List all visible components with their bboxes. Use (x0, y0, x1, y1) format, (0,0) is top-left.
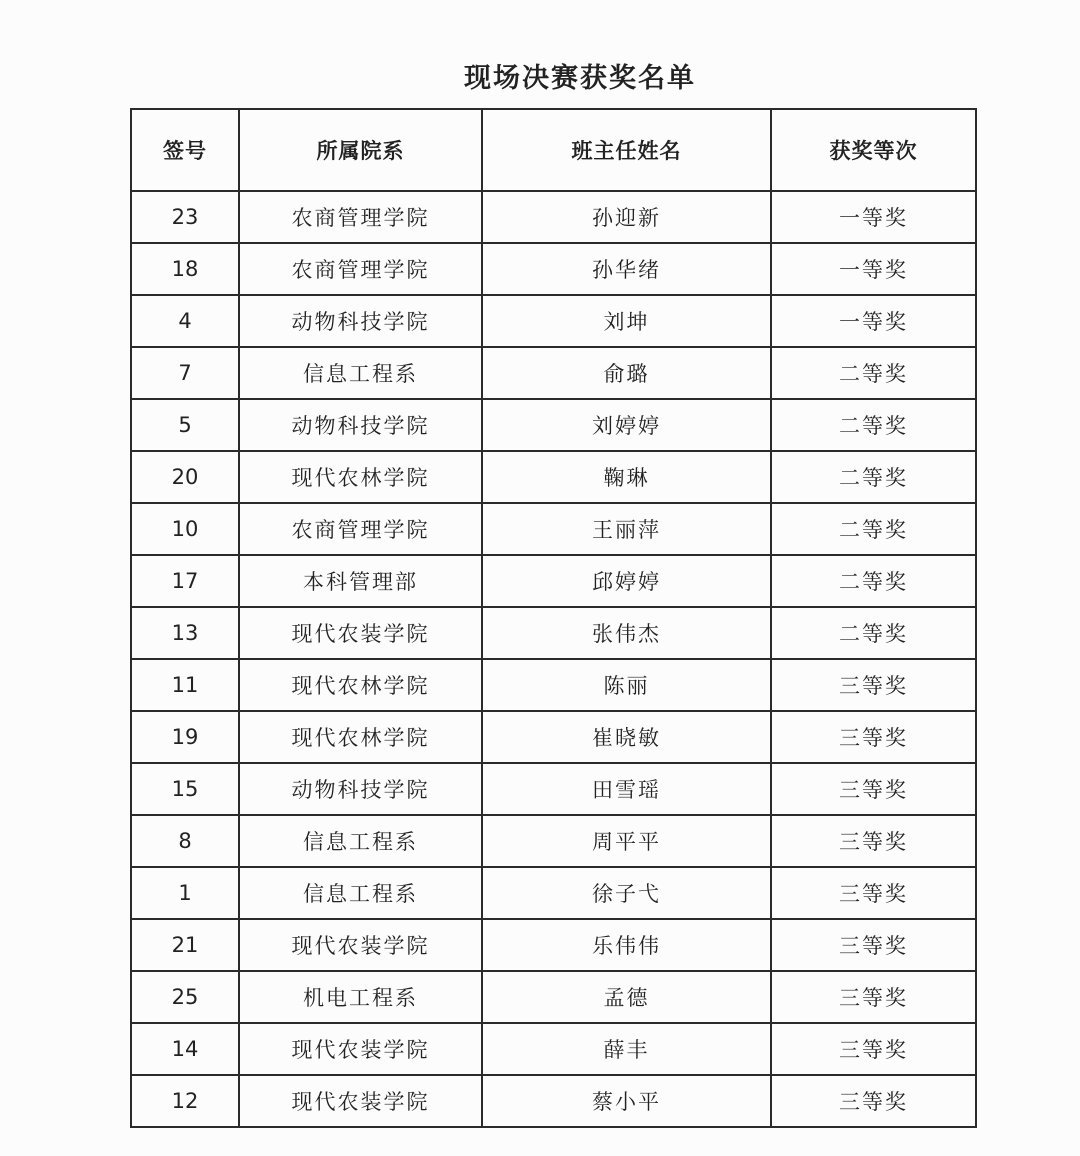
cell-department: 信息工程系 (239, 347, 482, 399)
cell-award-level: 二等奖 (771, 451, 976, 503)
header-award-level: 获奖等次 (771, 109, 976, 191)
cell-department: 机电工程系 (239, 971, 482, 1023)
cell-department: 现代农装学院 (239, 919, 482, 971)
table-row (131, 711, 976, 763)
cell-award-level: 三等奖 (771, 659, 976, 711)
cell-award-level: 一等奖 (771, 243, 976, 295)
cell-sign-number: 7 (131, 347, 239, 399)
cell-sign-number: 11 (131, 659, 239, 711)
cell-teacher-name: 薛丰 (482, 1023, 771, 1075)
cell-department: 现代农林学院 (239, 659, 482, 711)
cell-award-level: 三等奖 (771, 1075, 976, 1127)
table-row (131, 971, 976, 1023)
cell-teacher-name: 张伟杰 (482, 607, 771, 659)
cell-teacher-name: 邱婷婷 (482, 555, 771, 607)
cell-award-level: 三等奖 (771, 815, 976, 867)
cell-teacher-name: 孙华绪 (482, 243, 771, 295)
cell-award-level: 二等奖 (771, 555, 976, 607)
table-row (131, 1023, 976, 1075)
cell-teacher-name: 陈丽 (482, 659, 771, 711)
cell-sign-number: 15 (131, 763, 239, 815)
cell-award-level: 一等奖 (771, 191, 976, 243)
table-row (131, 867, 976, 919)
cell-award-level: 一等奖 (771, 295, 976, 347)
table-row (131, 555, 976, 607)
cell-sign-number: 12 (131, 1075, 239, 1127)
table-row (131, 399, 976, 451)
cell-teacher-name: 崔晓敏 (482, 711, 771, 763)
header-sign-number: 签号 (131, 109, 239, 191)
cell-department: 现代农装学院 (239, 1023, 482, 1075)
cell-department: 现代农林学院 (239, 711, 482, 763)
cell-sign-number: 5 (131, 399, 239, 451)
cell-award-level: 二等奖 (771, 399, 976, 451)
cell-award-level: 三等奖 (771, 867, 976, 919)
table-row (131, 763, 976, 815)
cell-award-level: 二等奖 (771, 347, 976, 399)
table-row (131, 451, 976, 503)
header-teacher-name: 班主任姓名 (482, 109, 771, 191)
header-department: 所属院系 (239, 109, 482, 191)
cell-sign-number: 17 (131, 555, 239, 607)
table-row (131, 503, 976, 555)
cell-department: 信息工程系 (239, 815, 482, 867)
cell-department: 信息工程系 (239, 867, 482, 919)
cell-teacher-name: 孟德 (482, 971, 771, 1023)
cell-teacher-name: 徐子弋 (482, 867, 771, 919)
table-row (131, 815, 976, 867)
cell-teacher-name: 王丽萍 (482, 503, 771, 555)
cell-teacher-name: 俞璐 (482, 347, 771, 399)
table-row (131, 295, 976, 347)
cell-department: 现代农林学院 (239, 451, 482, 503)
cell-sign-number: 21 (131, 919, 239, 971)
cell-department: 本科管理部 (239, 555, 482, 607)
cell-sign-number: 25 (131, 971, 239, 1023)
table-row (131, 659, 976, 711)
cell-award-level: 二等奖 (771, 503, 976, 555)
cell-teacher-name: 鞠琳 (482, 451, 771, 503)
cell-department: 动物科技学院 (239, 295, 482, 347)
table-body (131, 191, 976, 1127)
cell-teacher-name: 周平平 (482, 815, 771, 867)
table-header-row (131, 109, 976, 191)
table-row (131, 1075, 976, 1127)
cell-teacher-name: 孙迎新 (482, 191, 771, 243)
cell-teacher-name: 刘婷婷 (482, 399, 771, 451)
cell-sign-number: 8 (131, 815, 239, 867)
table-row (131, 347, 976, 399)
cell-department: 农商管理学院 (239, 243, 482, 295)
cell-sign-number: 4 (131, 295, 239, 347)
table-row (131, 607, 976, 659)
table-row (131, 191, 976, 243)
cell-teacher-name: 蔡小平 (482, 1075, 771, 1127)
cell-award-level: 二等奖 (771, 607, 976, 659)
cell-sign-number: 13 (131, 607, 239, 659)
cell-teacher-name: 田雪瑶 (482, 763, 771, 815)
cell-award-level: 三等奖 (771, 919, 976, 971)
cell-sign-number: 1 (131, 867, 239, 919)
cell-sign-number: 20 (131, 451, 239, 503)
cell-department: 动物科技学院 (239, 763, 482, 815)
cell-award-level: 三等奖 (771, 971, 976, 1023)
cell-sign-number: 18 (131, 243, 239, 295)
cell-award-level: 三等奖 (771, 763, 976, 815)
cell-sign-number: 14 (131, 1023, 239, 1075)
cell-department: 农商管理学院 (239, 191, 482, 243)
cell-sign-number: 19 (131, 711, 239, 763)
cell-department: 农商管理学院 (239, 503, 482, 555)
cell-sign-number: 23 (131, 191, 239, 243)
award-table (130, 108, 977, 1128)
cell-teacher-name: 刘坤 (482, 295, 771, 347)
cell-department: 动物科技学院 (239, 399, 482, 451)
cell-award-level: 三等奖 (771, 711, 976, 763)
table-row (131, 919, 976, 971)
cell-sign-number: 10 (131, 503, 239, 555)
cell-department: 现代农装学院 (239, 1075, 482, 1127)
cell-teacher-name: 乐伟伟 (482, 919, 771, 971)
cell-award-level: 三等奖 (771, 1023, 976, 1075)
page-title: 现场决赛获奖名单 (464, 63, 696, 94)
cell-department: 现代农装学院 (239, 607, 482, 659)
table-row (131, 243, 976, 295)
